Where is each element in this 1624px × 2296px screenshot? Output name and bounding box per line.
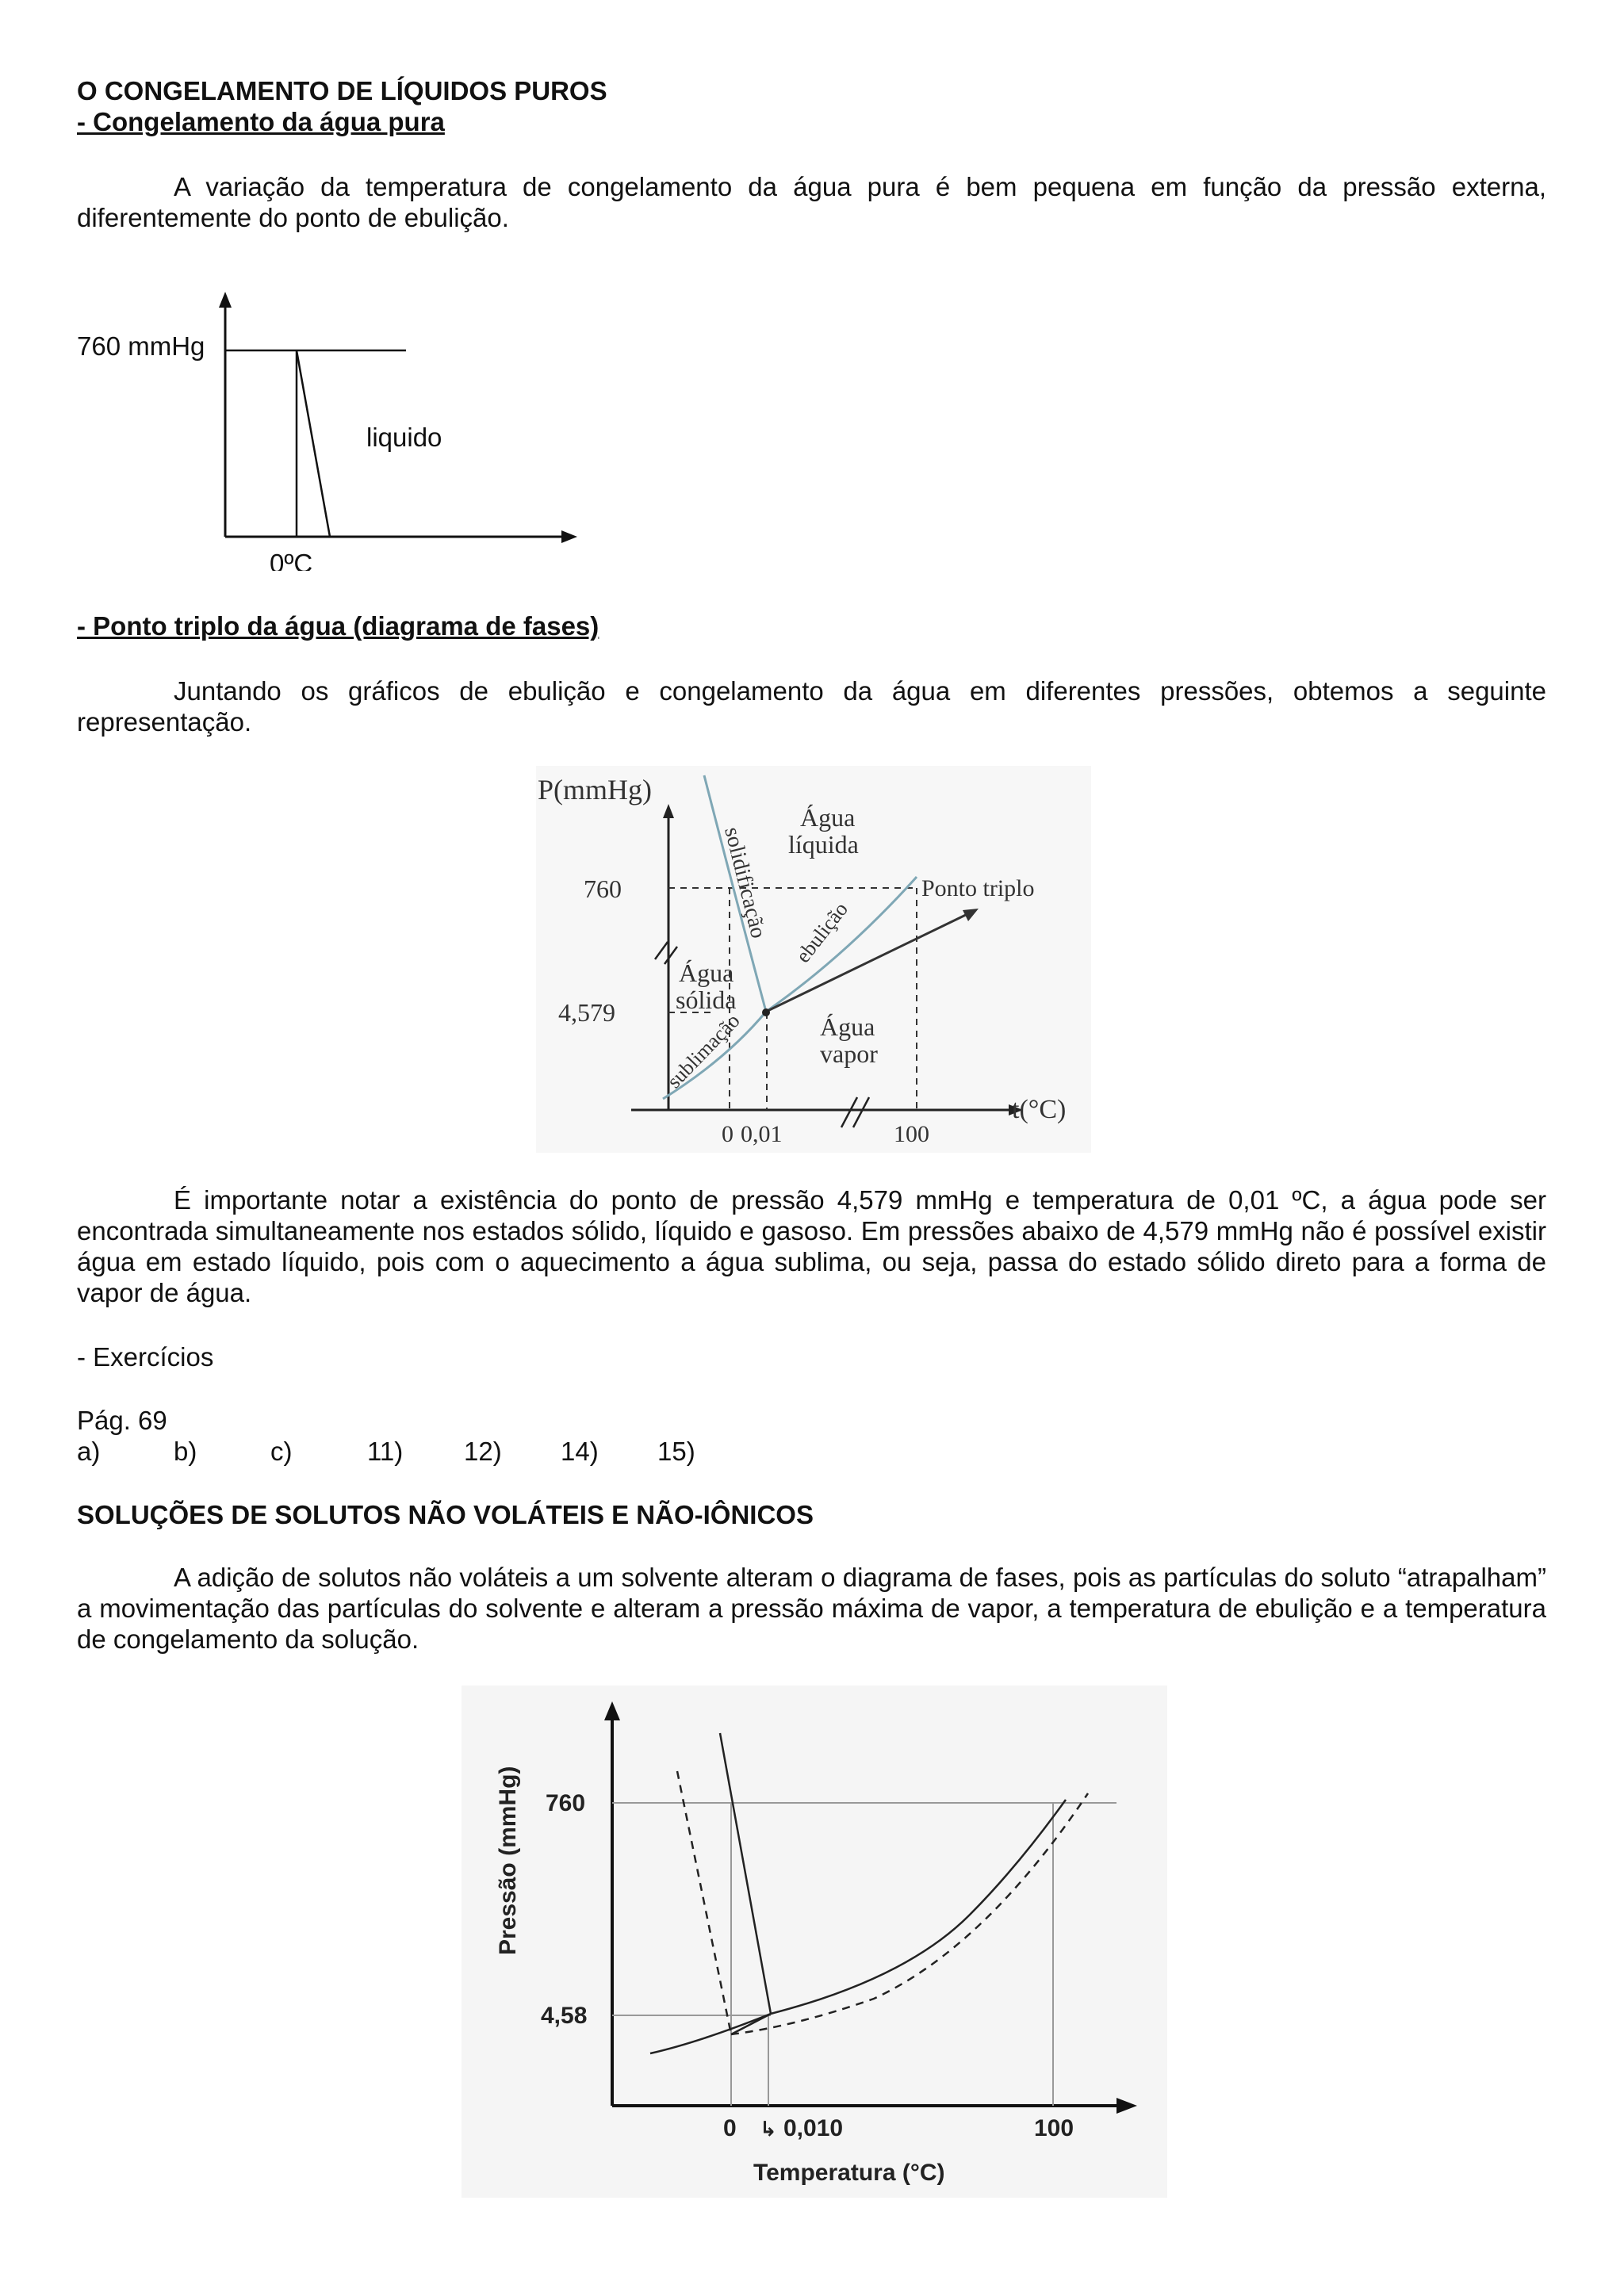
x-axis-arrow-icon	[561, 530, 577, 543]
exercise-item: a)	[77, 1437, 101, 1466]
x-tick-arrow-icon: ↳	[760, 2117, 777, 2141]
triple-point-label: Ponto triplo	[921, 875, 1035, 901]
y-tick-760: 760	[584, 874, 622, 903]
exercises-items	[77, 1437, 791, 1468]
paragraph-non-volatile-solutes: A adição de solutos não voláteis a um solvente alteram o diagrama de fases, pois as partículas do soluto “atrapalham” a movimentação das partículas do solvente e alteram a pressão máxima de vapor, a temperatura de ebulição e a temperatura de congelamento da solução.	[77, 1563, 1546, 1654]
x-axis-label: Temperatura (°C)	[753, 2160, 945, 2186]
paragraph-triple-point: Juntando os gráficos de ebulição e congelamento da água em diferentes pressões, obtemos a seguinte representação.	[77, 676, 1546, 737]
region-liquid-line2: líquida	[788, 830, 859, 859]
freezing-graph	[71, 285, 626, 571]
exercise-item: b)	[174, 1437, 197, 1466]
y-axis-arrow-icon	[663, 804, 674, 818]
x-axis-arrow-icon	[1116, 2098, 1137, 2114]
y-axis-label: P(mmHg)	[538, 774, 652, 806]
triple-point-dot	[762, 1008, 770, 1016]
solution-vapor-curve	[731, 1793, 1088, 2034]
y-axis-arrow-icon	[604, 1701, 620, 1720]
exercise-item: 15)	[657, 1437, 695, 1466]
sublimation-curve-label: sublimação	[662, 1008, 745, 1093]
y-tick-4579: 4,579	[558, 998, 615, 1027]
x-tick-100: 100	[1034, 2115, 1074, 2141]
y-tick-458: 4,58	[541, 2003, 588, 2029]
y-axis-arrow-icon	[219, 292, 232, 308]
paragraph-triple-point-explanation: É importante notar a existência do ponto de pressão 4,579 mmHg e temperatura de 0,01 ºC, a água pode ser encontrada simultaneamente nos estados sólido, líquido e gasoso. Em pressões abaixo de 4,579 mmHg não é possível existir água em estado líquido, pois com o aquecimento a água sublima, ou seja, passa do estado sólido direto para a forma de vapor de água.	[77, 1185, 1546, 1307]
region-vapor-line2: vapor	[820, 1039, 878, 1068]
subtitle-pure-water-freezing: - Congelamento da água pura	[77, 107, 445, 136]
x-axis-break-icon	[841, 1097, 869, 1127]
region-solid-line2: sólida	[676, 985, 737, 1014]
paragraph-freezing-variation: A variação da temperatura de congelamento da água pura é bem pequena em função da pressão externa, diferentemente do ponto de ebulição.	[77, 172, 1546, 232]
exercise-item: 12)	[464, 1437, 502, 1466]
exercises-label: - Exercícios	[77, 1342, 214, 1372]
liquid-region-label: liquido	[366, 423, 442, 452]
x-tick-0: 0	[723, 2115, 737, 2141]
section-title-non-volatile-solutes: SOLUÇÕES DE SOLUTOS NÃO VOLÁTEIS E NÃO-IÔNICOS	[77, 1500, 814, 1529]
boiling-curve-label: ebulição	[791, 897, 852, 967]
y-axis-break-icon	[655, 942, 677, 964]
boiling-curve	[766, 877, 917, 1012]
region-solid-line1: Água	[679, 959, 734, 987]
freezing-curve	[297, 350, 330, 537]
region-vapor-line1: Água	[820, 1012, 875, 1041]
exercise-item: c)	[270, 1437, 293, 1466]
pressure-760-label: 760 mmHg	[77, 331, 205, 361]
y-axis-label: Pressão (mmHg)	[495, 1766, 521, 1955]
exercises-page: Pág. 69	[77, 1406, 167, 1435]
region-liquid-line1: Água	[800, 803, 856, 832]
solidification-curve-label: solidificação	[719, 825, 771, 941]
y-tick-760: 760	[546, 1790, 586, 1816]
subtitle-triple-point: - Ponto triplo da água (diagrama de fases)	[77, 611, 599, 641]
section-title-pure-liquids: O CONGELAMENTO DE LÍQUIDOS PUROS	[77, 76, 607, 105]
solution-solidification-curve	[677, 1771, 731, 2034]
x-axis-label: t(°C)	[1012, 1095, 1067, 1124]
x-tick-001: 0,01	[741, 1121, 783, 1147]
zero-degree-label: 0ºC	[270, 549, 313, 571]
x-tick-100: 100	[894, 1121, 929, 1147]
exercise-item: 14)	[561, 1437, 599, 1466]
exercise-item: 11)	[367, 1437, 404, 1466]
x-tick-0010: 0,010	[783, 2115, 844, 2141]
triple-point-arrowhead-icon	[963, 909, 979, 921]
phase-diagram-figure	[536, 766, 1091, 1153]
solution-phase-diagram	[462, 1686, 1167, 2198]
x-tick-0: 0	[722, 1121, 733, 1147]
pure-solidification-curve	[720, 1733, 771, 2014]
